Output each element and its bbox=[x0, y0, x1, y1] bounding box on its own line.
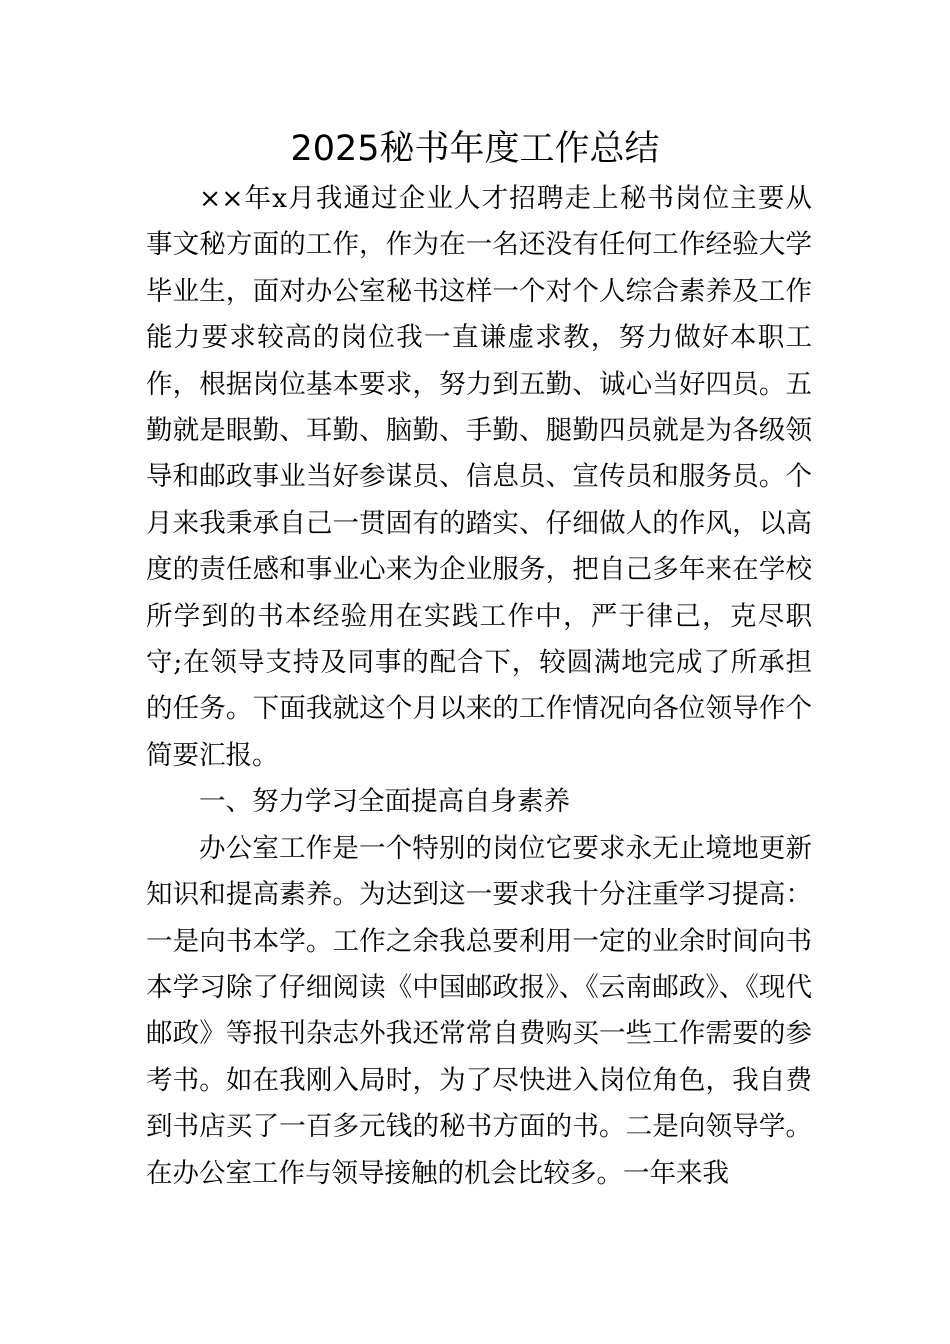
section-heading-1: 一、努力学习全面提高自身素养 bbox=[199, 786, 570, 818]
document-title: 2025秘书年度工作总结 bbox=[290, 129, 660, 169]
paragraph-intro: ××年x月我通过企业人才招聘走上秘书岗位主要从事文秘方面的工作，作为在一名还没有任何工作经验大学毕业生，面对办公室秘书这样一个对个人综合素养及工作能力要求较高的岗位我一直谦虚求教，努力做好本职工作，根据岗位基本要求，努力到五勤、诚心当好四员。五勤就是眼勤、耳勤、脑勤、手勤、腿勤四员就是为各级领导和邮政事业当好参谋员、信息员、宣传员和服务员。个月来我秉承自己一贯固有的踏实、仔细做人的作风，以高度的责任感和事业心来为企业服务，把自己多年来在学校所学到的书本经验用在实践工作中，严于律己，克尽职守;在领导支持及同事的配合下，较圆满地完成了所承担的任务。下面我就这个月以来的工作情况向各位领导作个简要汇报。 bbox=[146, 183, 812, 771]
document-body bbox=[146, 176, 812, 1197]
paragraph-study: 办公室工作是一个特别的岗位它要求永无止境地更新知识和提高素养。为达到这一要求我十分注重学习提高：一是向书本学。工作之余我总要利用一定的业余时间向书本学习除了仔细阅读《中国邮政报》、《云南邮政》、《现代邮政》等报刊杂志外我还常常自费购买一些工作需要的参考书。如在我刚入局时，为了尽快进入岗位角色，我自费到书店买了一百多元钱的秘书方面的书。二是向领导学。在办公室工作与领导接触的机会比较多。一年来我 bbox=[146, 832, 812, 1189]
